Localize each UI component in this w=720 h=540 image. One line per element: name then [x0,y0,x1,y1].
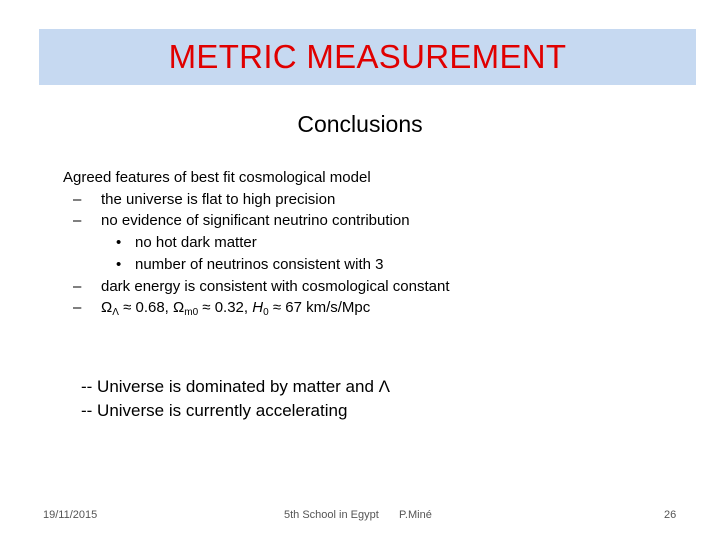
parameters-text [101,297,370,324]
footer-event: 5th School in Egypt [284,509,379,521]
omega-symbol: Ω [101,299,113,317]
footer-date: 19/11/2015 [43,509,98,521]
summary-line-2: -- Universe is currently accelerating [81,401,348,420]
bullet-dark-energy [63,276,450,298]
dot-marker: • [116,234,122,252]
bullet-text: no evidence of significant neutrino contribution [101,212,410,230]
hubble-subscript: 0 [263,307,269,319]
slide-subtitle: Conclusions [297,111,423,137]
dot-marker: • [116,255,122,273]
sub-bullet-text: no hot dark matter [135,234,257,252]
sub-bullet-number [63,254,450,276]
intro-line: Agreed features of best fit cosmological model [63,169,371,186]
hubble-symbol: H [252,299,264,317]
bullet-text: the universe is flat to high precision [101,190,336,208]
hubble-value: ≈ 67 km/s/Mpc [268,299,371,317]
lambda-subscript: Λ [112,307,119,319]
bullet-text: dark energy is consistent with cosmological constant [101,277,450,295]
bullet-flat [63,189,450,211]
dash-marker: – [73,277,82,295]
footer-page-number: 26 [664,509,677,521]
dash-marker: – [73,190,82,208]
sub-bullet-text: number of neutrinos consistent with 3 [135,255,384,273]
title-banner [39,29,696,85]
summary-line-1: -- Universe is dominated by matter and Λ [81,377,390,396]
omega-symbol: Ω [173,299,185,317]
lambda-value: ≈ 0.68, [118,299,174,317]
slide-body [63,167,450,324]
m0-value: ≈ 0.32, [198,299,253,317]
sub-bullet-hot [63,232,450,254]
summary-block [81,375,390,423]
footer-author: P.Miné [399,509,432,521]
bullet-parameters [63,297,450,324]
dash-marker: – [73,212,82,230]
dash-marker: – [73,299,82,317]
bullet-neutrino [63,210,450,232]
m0-subscript: m0 [184,307,199,319]
slide-title: METRIC MEASUREMENT [168,38,567,75]
